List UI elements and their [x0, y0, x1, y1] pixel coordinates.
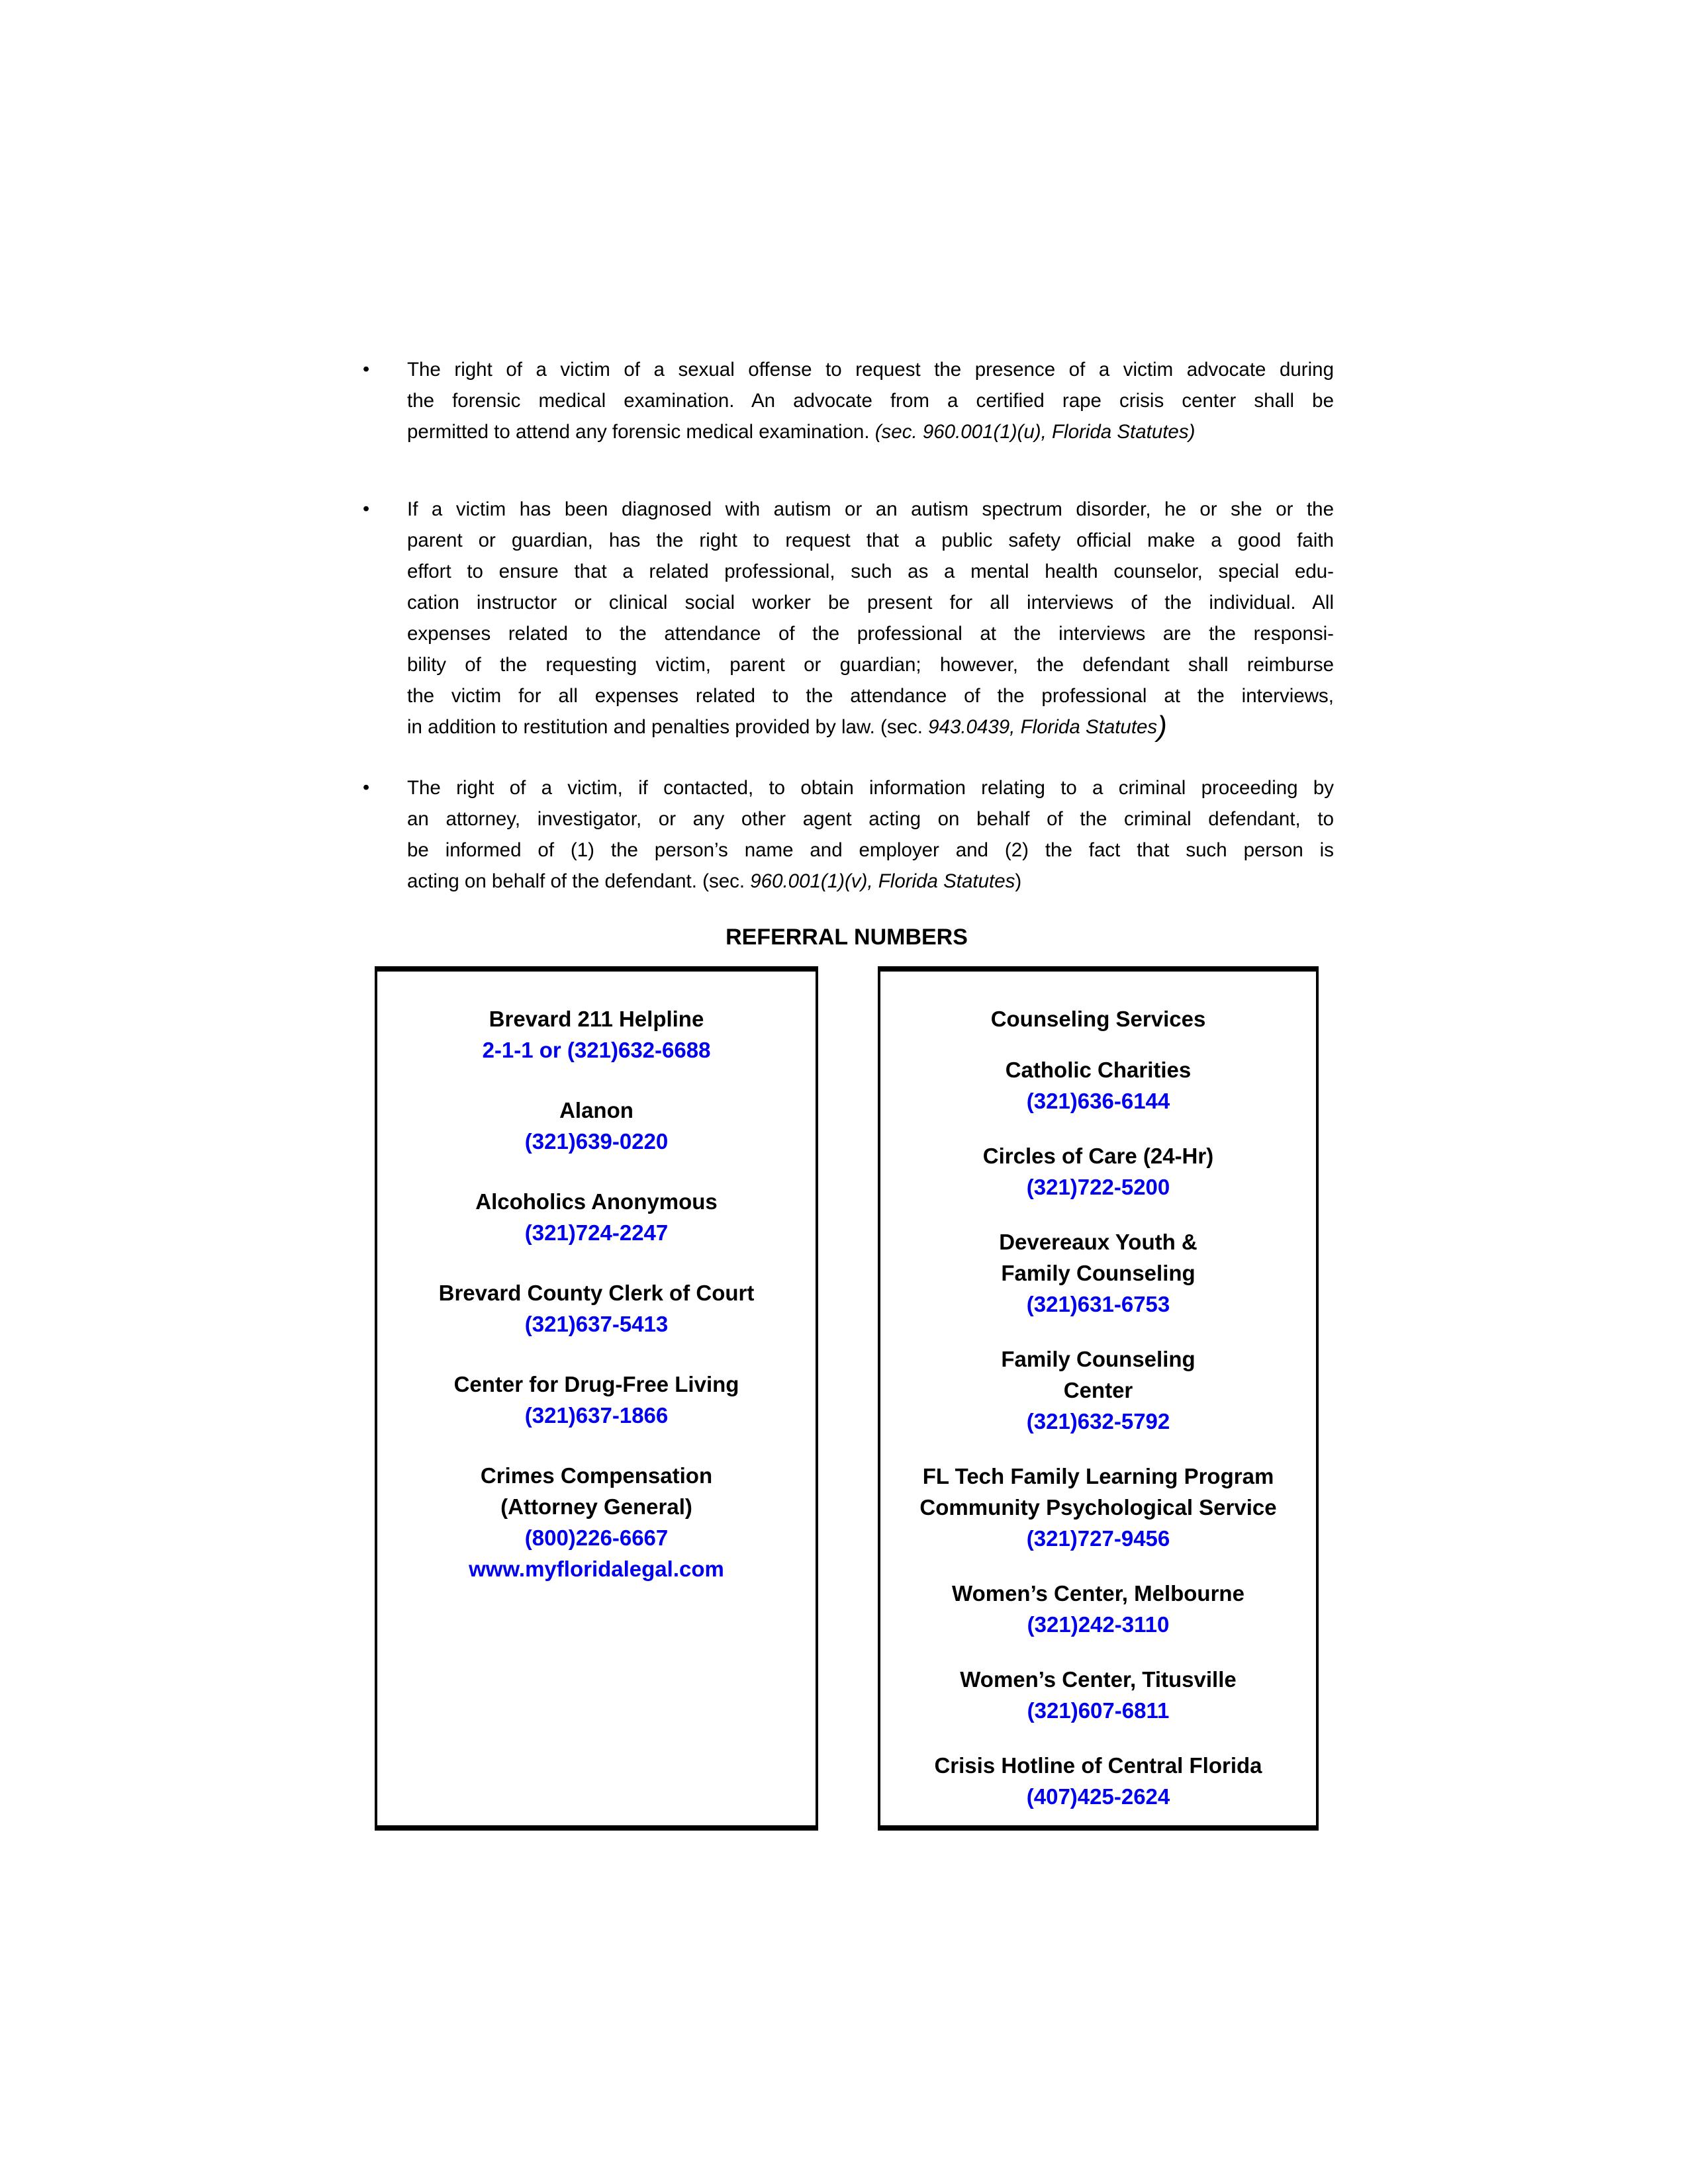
phone-number: (321)637-1866: [524, 1403, 669, 1428]
bullet-item: [363, 772, 1334, 897]
bullet-line: [407, 680, 1334, 711]
phone-number: (321)632-5792: [1026, 1409, 1170, 1433]
text-segment: acting on behalf of the defendant. (sec.: [407, 870, 751, 892]
org-name: Crisis Hotline of Central Florida: [934, 1753, 1262, 1778]
org-name: Women’s Center, Titusville: [960, 1667, 1237, 1692]
text-segment: the forensic medical examination. An advocate from a certified rape crisis center shall be: [407, 390, 1334, 412]
bullet-list: [363, 354, 1334, 897]
phone-number: (321)242-3110: [1027, 1612, 1170, 1637]
referral-entry: [880, 1664, 1316, 1726]
bullet-line: [407, 525, 1334, 556]
bullet-line: [407, 556, 1334, 587]
bullet-line: [407, 385, 1334, 416]
org-name: Brevard 211 Helpline: [489, 1007, 704, 1031]
org-name: Community Psychological Service: [919, 1495, 1277, 1520]
bullet-line: [407, 772, 1334, 803]
referral-entry: [377, 1186, 816, 1248]
text-segment: the victim for all expenses related to the attendance of the professional at the interviews,: [407, 685, 1334, 707]
referral-section: [375, 922, 1319, 1831]
bullet-icon: •: [363, 498, 370, 520]
text-segment: If a victim has been diagnosed with autism or an autism spectrum disorder, he or she or the: [407, 498, 1334, 520]
bullet-line: [407, 835, 1334, 866]
referral-entry: [880, 1750, 1316, 1812]
phone-number: 2-1-1 or (321)632-6688: [482, 1038, 711, 1062]
text-segment: 960.001(1)(v), Florida Statutes: [750, 870, 1015, 892]
bullet-icon: •: [363, 777, 370, 798]
text-segment: (sec. 960.001(1)(u), Florida Statutes): [874, 421, 1196, 443]
bullet-line: [407, 416, 1334, 447]
phone-number: (321)637-5413: [524, 1312, 669, 1336]
referral-box-left: [375, 966, 818, 1831]
org-name: Alcoholics Anonymous: [475, 1189, 718, 1214]
referral-entry: [377, 1095, 816, 1157]
bullet-line: [407, 618, 1334, 649]
org-name: Center: [1063, 1378, 1133, 1402]
phone-number: (321)722-5200: [1026, 1175, 1170, 1199]
phone-number: (321)727-9456: [1026, 1526, 1170, 1551]
referral-heading: REFERRAL NUMBERS: [726, 925, 968, 950]
referral-entry: [880, 1343, 1316, 1437]
bullet-line: [407, 803, 1334, 835]
text-segment: expenses related to the attendance of the professional at the interviews are the responsi-: [407, 623, 1334, 645]
referral-entry: [880, 1140, 1316, 1203]
org-name: Women’s Center, Melbourne: [952, 1581, 1244, 1606]
bullet-icon: •: [363, 359, 370, 380]
referral-entry: [377, 1003, 816, 1066]
bullet-line: [407, 866, 1334, 897]
text-segment: permitted to attend any forensic medical examination.: [407, 421, 875, 443]
org-name: Crimes Compensation: [480, 1463, 713, 1488]
text-segment: ): [1157, 710, 1167, 743]
org-name: Family Counseling: [1001, 1261, 1196, 1285]
text-segment: in addition to restitution and penalties provided by law. (sec.: [407, 716, 929, 738]
bullet-item: [363, 354, 1334, 447]
bullet-line: [407, 711, 1334, 743]
text-segment: bility of the requesting victim, parent or guardian; however, the defendant shall reimburse: [407, 654, 1334, 676]
phone-number: (321)636-6144: [1026, 1089, 1170, 1113]
referral-entry: [880, 1226, 1316, 1320]
referral-entry: [880, 1578, 1316, 1640]
bullet-text: [407, 772, 1334, 897]
org-name: Circles of Care (24-Hr): [982, 1144, 1214, 1168]
referral-entry: [377, 1369, 816, 1431]
bullet-line: [407, 494, 1334, 525]
text-segment: be informed of (1) the person’s name and employer and (2) the fact that such person is: [407, 839, 1334, 861]
text-segment: effort to ensure that a related professional, such as a mental health counselor, special edu-: [407, 561, 1334, 582]
bullet-line: [407, 587, 1334, 618]
referral-box-right: [878, 966, 1319, 1831]
text-segment: The right of a victim, if contacted, to obtain information relating to a criminal proceeding by: [407, 777, 1334, 799]
referral-boxes: [375, 966, 1319, 1831]
bullet-line: [407, 354, 1334, 385]
referral-entry: [880, 1461, 1316, 1554]
org-name: (Attorney General): [500, 1494, 692, 1519]
text-segment: 943.0439, Florida Statutes: [928, 716, 1158, 738]
org-name: Devereaux Youth &: [999, 1230, 1197, 1254]
box-header: Counseling Services: [990, 1007, 1206, 1031]
referral-entry: [377, 1460, 816, 1584]
referral-entry: [377, 1277, 816, 1340]
website-url: www.myfloridalegal.com: [469, 1557, 724, 1581]
org-name: FL Tech Family Learning Program: [922, 1464, 1274, 1488]
text-segment: an attorney, investigator, or any other agent acting on behalf of the criminal defendant, to: [407, 808, 1334, 830]
org-name: Family Counseling: [1001, 1347, 1196, 1371]
phone-number: (321)724-2247: [524, 1220, 669, 1245]
org-name: Brevard County Clerk of Court: [438, 1281, 755, 1305]
text-segment: The right of a victim of a sexual offense to request the presence of a victim advocate during: [407, 359, 1334, 381]
phone-number: (321)631-6753: [1026, 1292, 1170, 1316]
bullet-line: [407, 649, 1334, 680]
org-name: Catholic Charities: [1005, 1058, 1192, 1082]
phone-number: (800)226-6667: [524, 1525, 669, 1550]
referral-entry: [880, 1054, 1316, 1116]
phone-number: (407)425-2624: [1026, 1784, 1170, 1809]
org-name: Alanon: [559, 1098, 633, 1122]
text-segment: ): [1015, 870, 1022, 892]
text-segment: cation instructor or clinical social worker be present for all interviews of the individual. All: [407, 592, 1334, 614]
bullet-item: [363, 494, 1334, 743]
phone-number: (321)607-6811: [1027, 1698, 1170, 1723]
phone-number: (321)639-0220: [524, 1129, 669, 1154]
bullet-text: [407, 354, 1334, 447]
text-segment: parent or guardian, has the right to request that a public safety official make a good faith: [407, 529, 1334, 551]
bullet-text: [407, 494, 1334, 743]
org-name: Center for Drug-Free Living: [453, 1372, 739, 1396]
